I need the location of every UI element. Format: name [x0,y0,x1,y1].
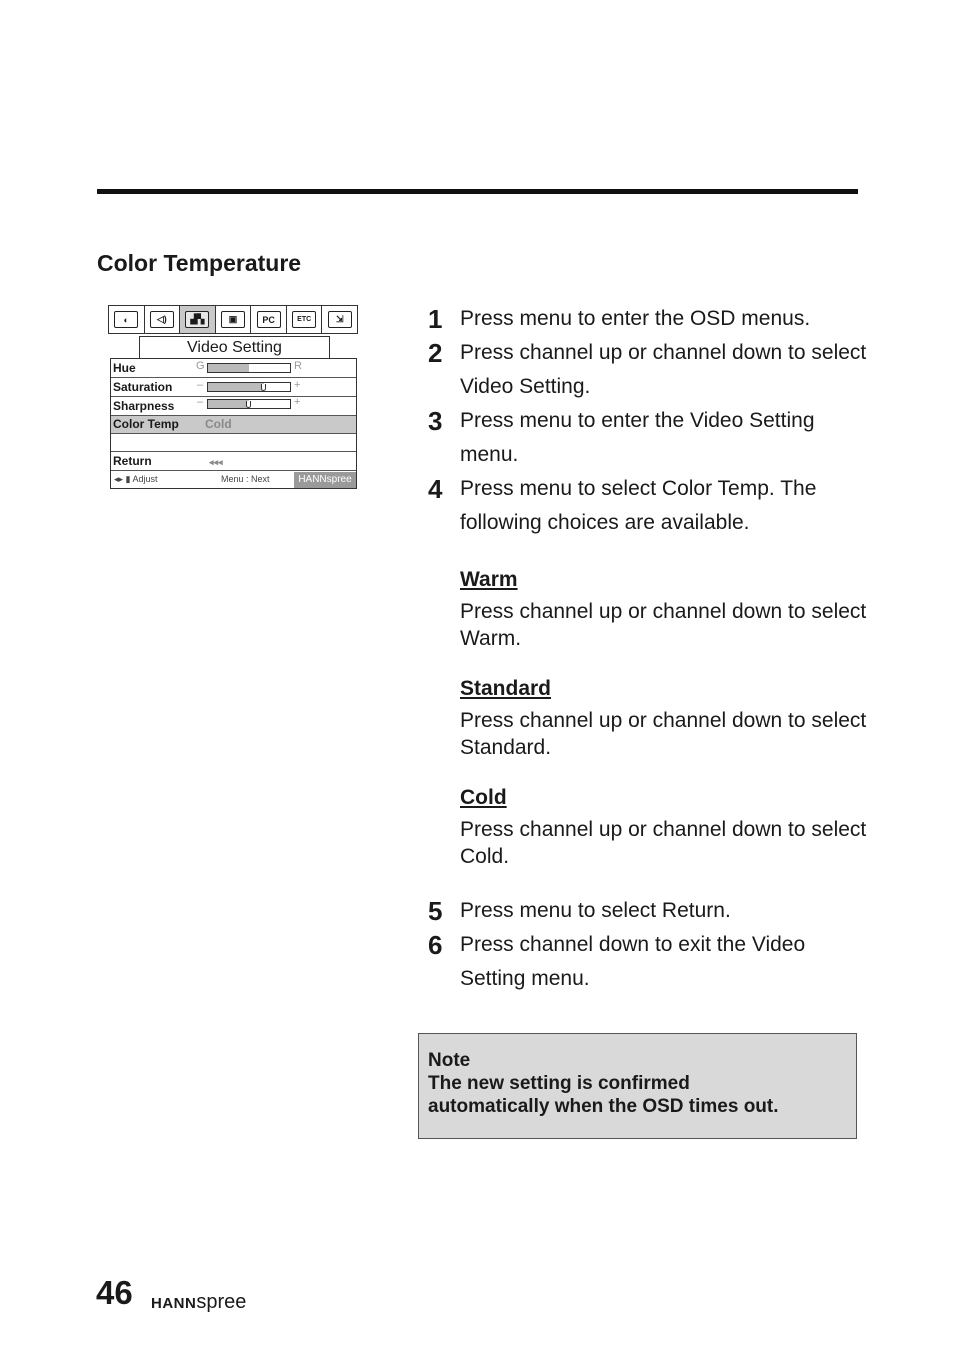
return-arrow-icon: ◂◂◂ [209,457,223,467]
hue-right-label: R [294,360,302,372]
step-6 [428,928,868,996]
step-3 [428,404,868,472]
pc-icon: PC [257,311,281,328]
osd-brand-logo: HANNspree [294,472,356,488]
hue-label: Hue [113,361,136,375]
saturation-fill [208,383,264,391]
page-number: 46 [96,1274,133,1311]
saturation-minus: – [197,379,204,391]
osd-icon-bar [108,305,358,334]
sharpness-knob [246,401,251,408]
option-description: Press channel up or channel down to select Standard. [460,709,867,759]
osd-menu-title: Video Setting [139,336,330,358]
brightness-icon: ◐ [114,311,138,328]
step-4 [428,472,868,540]
step-5 [428,894,868,928]
step-1 [428,302,868,336]
step-text: Press channel down to exit the Video Setting menu. [460,933,806,990]
audio-icon: ◁) [150,311,174,328]
hue-left-label: G [196,360,205,372]
osd-row-saturation [111,378,356,397]
steps-list-continued [428,894,868,996]
option-warm [460,566,870,652]
osd-menu-body [110,358,357,489]
osd-tab-audio [145,306,181,333]
step-number: 1 [428,304,443,334]
sharpness-bar [207,399,291,409]
footer-brand-logo [151,1291,246,1314]
option-cold [460,784,870,870]
steps-list [428,302,868,540]
adjust-hint: ◂▸ ▮ Adjust [114,474,158,484]
color-temp-value: Cold [205,417,232,431]
osd-row-sharpness [111,397,356,416]
osd-row-empty [111,434,356,452]
saturation-knob [261,384,266,391]
step-text: Press channel up or channel down to select Video Setting. [460,341,867,398]
step-number: 6 [428,930,443,960]
return-label: Return [113,454,152,468]
saturation-bar [207,382,291,392]
step-number: 4 [428,474,443,504]
note-line: The new setting is confirmed [428,1073,690,1094]
sharpness-fill [208,400,249,408]
step-number: 2 [428,338,443,368]
step-number: 3 [428,406,443,436]
step-text: Press menu to enter the Video Setting menu. [460,409,815,466]
step-number: 5 [428,896,443,926]
sharpness-label: Sharpness [113,399,175,413]
option-title: Standard [460,677,552,700]
osd-tab-tv [216,306,252,333]
step-text: Press menu to select Color Temp. The following choices are available. [460,477,817,534]
saturation-label: Saturation [113,380,173,394]
note-box [418,1033,857,1139]
osd-footer [111,472,356,488]
osd-tab-etc [287,306,323,333]
osd-row-hue [111,359,356,378]
hue-bar [207,363,291,373]
brand-bold: HANN [151,1295,197,1312]
color-temp-label: Color Temp [113,417,179,431]
osd-menu-illustration [108,305,358,489]
exit-icon: ⇲ [328,311,352,328]
option-title: Cold [460,786,507,809]
top-rule [97,189,858,194]
brand-light: spree [196,1291,247,1313]
etc-icon: ETC [292,311,316,328]
step-2 [428,336,868,404]
note-line: automatically when the OSD times out. [428,1096,779,1117]
step-text: Press menu to enter the OSD menus. [460,307,811,330]
sharpness-plus: + [294,396,301,408]
note-title: Note [428,1050,471,1071]
option-standard [460,675,870,761]
osd-tab-picture [109,306,145,333]
osd-row-color-temp [111,416,356,434]
next-hint: Menu : Next [221,474,270,484]
section-title: Color Temperature [97,250,302,276]
video-icon: ▟▚ [185,311,209,328]
hue-fill [208,364,249,372]
option-description: Press channel up or channel down to select Warm. [460,600,867,650]
osd-tab-pc [251,306,287,333]
osd-tab-video [180,306,216,333]
option-description: Press channel up or channel down to select Cold. [460,818,867,868]
saturation-plus: + [294,379,301,391]
tv-icon: ▣ [221,311,245,328]
osd-row-return [111,452,356,471]
step-text: Press menu to select Return. [460,899,731,922]
sharpness-minus: – [197,396,204,408]
option-title: Warm [460,568,518,591]
osd-tab-exit [322,306,357,333]
